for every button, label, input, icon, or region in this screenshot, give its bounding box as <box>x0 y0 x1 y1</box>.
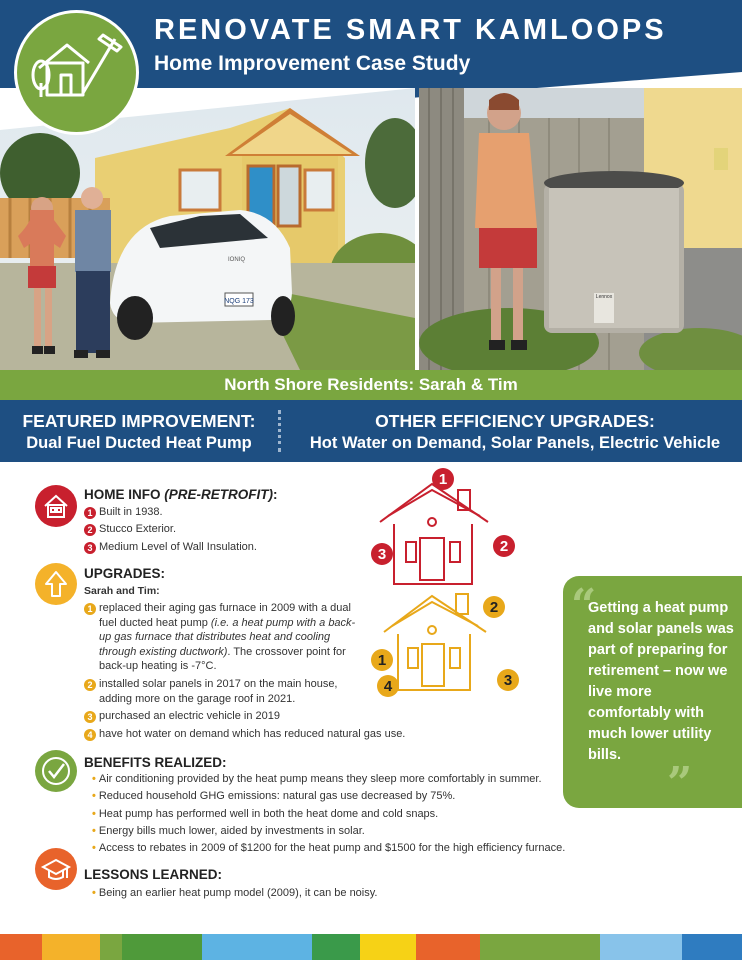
close-quote-icon: ” <box>667 758 693 809</box>
lesson-item: • Being an earlier heat pump model (2009), it can be noisy. <box>92 887 378 899</box>
footer-segment <box>202 934 312 960</box>
other-upgrades <box>288 410 742 454</box>
featured-improvement-heading: FEATURED IMPROVEMENT: <box>22 411 256 431</box>
house-diagram <box>362 462 532 702</box>
footer-segment <box>360 934 416 960</box>
logo <box>14 10 139 135</box>
benefit-item: • Heat pump has performed well in both the heat dome and cold snaps. <box>92 808 439 820</box>
footer-segment <box>682 934 742 960</box>
page-title: RENOVATE SMART KAMLOOPS <box>154 14 667 46</box>
footer-segment <box>0 934 42 960</box>
marker-label: 2 <box>499 538 509 555</box>
footer-segment <box>122 934 202 960</box>
benefit-item: • Reduced household GHG emissions: natural gas use decreased by 75%. <box>92 790 456 802</box>
upgrade-item: installed solar panels in 2017 on the main house, adding more on the garage roof in 2021. <box>99 678 338 705</box>
benefits-icon <box>35 750 77 792</box>
upgrade-number: 2 <box>84 677 92 692</box>
upgrades-icon <box>35 563 77 605</box>
home-info-title: HOME INFO (PRE-RETROFIT): <box>84 487 278 502</box>
footer-color-bar <box>0 934 742 960</box>
footer-segment <box>416 934 480 960</box>
benefit-item: • Access to rebates in 2009 of $1200 for the heat pump and $1500 for the high efficiency furnace. <box>92 842 566 854</box>
marker-label: 1 <box>377 652 387 669</box>
other-upgrades-value: Hot Water on Demand, Solar Panels, Electric Vehicle <box>309 434 721 452</box>
house-hammer-icon <box>17 13 136 132</box>
footer-segment <box>480 934 600 960</box>
marker-label: 2 <box>489 599 499 616</box>
unit-brand: Lennox <box>595 294 613 300</box>
footer-segment <box>600 934 682 960</box>
featured-improvement-value: Dual Fuel Ducted Heat Pump <box>26 434 252 452</box>
upgrades-owners: Sarah and Tim: <box>84 585 160 597</box>
footer-segment <box>312 934 360 960</box>
upgrade-item: 4 have hot water on demand which has reduced natural gas use. <box>84 727 405 742</box>
upgrade-item: 3 purchased an electric vehicle in 2019 <box>84 709 280 724</box>
marker-label: 3 <box>377 546 387 563</box>
home-info-item: 3 Medium Level of Wall Insulation. <box>84 540 257 555</box>
lessons-icon <box>35 848 77 890</box>
benefit-item: • Air conditioning provided by the heat pump means they sleep more comfortably in summer. <box>92 773 542 785</box>
upgrade-number: 1 <box>84 601 92 616</box>
upgrade-item: replaced their aging gas furnace in 2009 with a dual fuel ducted heat pump (i.e. a heat pump with a back-up gas furnace that distributes heat and cooling through existing ductwork). The crossover point for back-up heating is -7°C. <box>99 602 356 672</box>
home-info-item: 1 Built in 1938. <box>84 505 163 520</box>
quote-text: Getting a heat pump and solar panels was part of preparing for retirement – now we live more comfortably with much lower utility bills. <box>588 600 734 763</box>
footer-segment <box>42 934 100 960</box>
featured-improvement <box>0 410 278 454</box>
lessons-title: LESSONS LEARNED: <box>84 867 223 882</box>
other-upgrades-heading: OTHER EFFICIENCY UPGRADES: <box>375 411 655 431</box>
photo-heat-pump <box>419 88 742 370</box>
home-info-icon <box>35 485 77 527</box>
red-house-outline <box>377 484 488 584</box>
marker-label: 3 <box>503 672 513 689</box>
license-plate: NQG 173 <box>224 298 254 305</box>
quote-box <box>563 576 742 808</box>
residents-banner: North Shore Residents: Sarah & Tim <box>0 370 742 400</box>
upgrades-title: UPGRADES: <box>84 566 166 581</box>
benefits-title: BENEFITS REALIZED: <box>84 755 227 770</box>
marker-label: 1 <box>438 471 448 488</box>
featured-banner <box>0 400 742 462</box>
home-info-item: 2 Stucco Exterior. <box>84 522 176 537</box>
page-subtitle: Home Improvement Case Study <box>154 52 471 75</box>
marker-label: 4 <box>383 678 393 695</box>
car-badge: IONIQ <box>228 257 246 263</box>
footer-segment <box>100 934 122 960</box>
banner-divider <box>278 410 281 452</box>
yellow-house-outline <box>384 594 486 690</box>
open-quote-icon: “ <box>571 580 597 631</box>
benefit-item: • Energy bills much lower, aided by investments in solar. <box>92 825 365 837</box>
